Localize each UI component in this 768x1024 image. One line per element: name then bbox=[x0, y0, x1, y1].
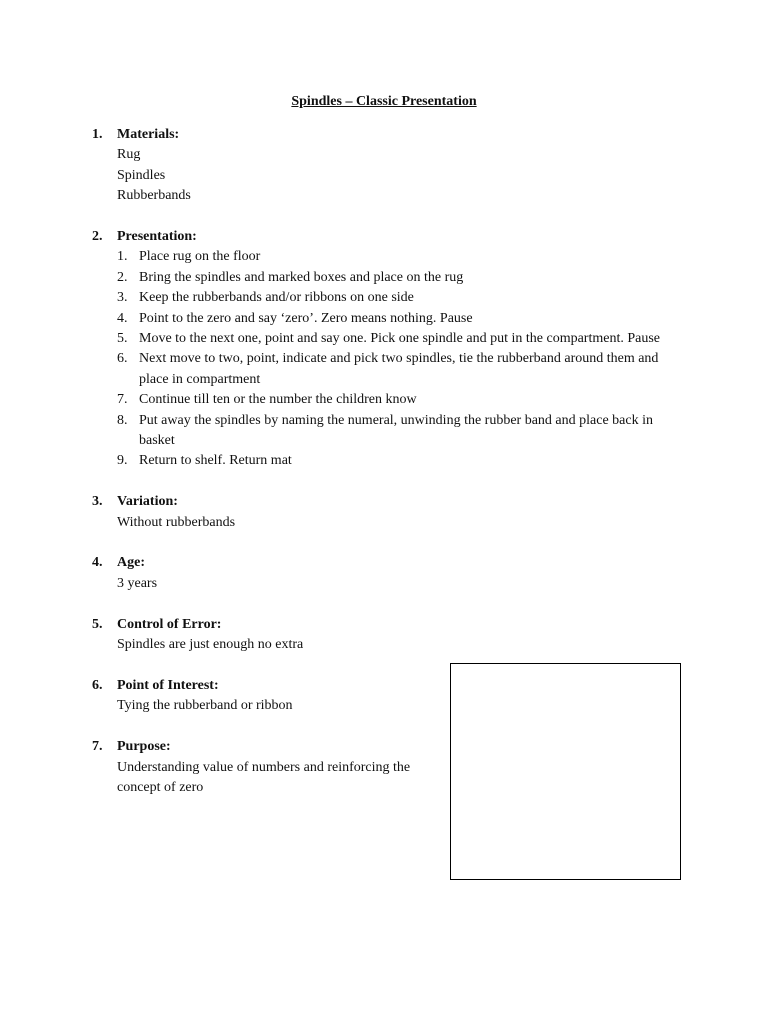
step-item bbox=[117, 411, 682, 452]
section-control-of-error bbox=[92, 615, 682, 656]
material-item: Spindles bbox=[117, 167, 166, 183]
step-item bbox=[117, 288, 682, 308]
section-number: 4. bbox=[92, 555, 103, 571]
step-item bbox=[117, 349, 682, 390]
section-variation bbox=[92, 492, 682, 533]
section-number: 1. bbox=[92, 127, 103, 142]
section-presentation bbox=[92, 227, 682, 472]
section-materials bbox=[92, 125, 682, 207]
page-title: Spindles – Classic Presentation bbox=[291, 94, 477, 109]
section-number: 7. bbox=[92, 739, 103, 755]
section-heading: Point of Interest: bbox=[117, 677, 219, 693]
presentation-steps bbox=[117, 247, 682, 471]
step-number: 4. bbox=[117, 310, 128, 326]
step-number: 1. bbox=[117, 249, 128, 265]
section-number: 2. bbox=[92, 229, 103, 245]
step-text: Point to the zero and say ‘zero’. Zero means nothing. Pause bbox=[139, 310, 473, 326]
step-number: 7. bbox=[117, 392, 128, 408]
step-item bbox=[117, 268, 682, 288]
step-number: 5. bbox=[117, 331, 128, 347]
step-text: Move to the next one, point and say one. Pick one spindle and put in the compartment. Pause bbox=[139, 331, 661, 347]
section-number: 5. bbox=[92, 616, 103, 632]
step-item bbox=[117, 247, 682, 267]
section-number: 3. bbox=[92, 494, 103, 510]
material-item: Rubberbands bbox=[117, 188, 191, 204]
section-text: Without rubberbands bbox=[117, 514, 236, 530]
section-text: Spindles are just enough no extra bbox=[117, 637, 304, 653]
step-text: Bring the spindles and marked boxes and place on the rug bbox=[139, 269, 464, 285]
step-number: 3. bbox=[117, 290, 128, 306]
step-number: 9. bbox=[117, 453, 128, 469]
section-heading: Materials: bbox=[117, 127, 180, 142]
step-item bbox=[117, 329, 682, 349]
step-item bbox=[117, 451, 682, 471]
step-text: Return to shelf. Return mat bbox=[139, 453, 292, 469]
section-text: Tying the rubberband or ribbon bbox=[117, 698, 293, 714]
step-item bbox=[117, 309, 682, 329]
step-item bbox=[117, 390, 682, 410]
step-number: 6. bbox=[117, 351, 128, 367]
step-number: 2. bbox=[117, 269, 128, 285]
section-age bbox=[92, 553, 682, 594]
section-heading: Presentation: bbox=[117, 229, 197, 245]
step-text: Place rug on the floor bbox=[139, 249, 261, 265]
step-text: Next move to two, point, indicate and pick two spindles, tie the rubberband around them and place in compartment bbox=[139, 351, 659, 387]
section-number: 6. bbox=[92, 677, 103, 693]
section-text: Understanding value of numbers and reinforcing the concept of zero bbox=[117, 759, 411, 795]
section-text: 3 years bbox=[117, 575, 158, 591]
material-item: Rug bbox=[117, 147, 141, 163]
step-text: Put away the spindles by naming the numeral, unwinding the rubber band and place back in basket bbox=[139, 412, 653, 449]
step-number: 8. bbox=[117, 412, 128, 428]
section-heading: Control of Error: bbox=[117, 616, 222, 632]
section-heading: Variation: bbox=[117, 494, 178, 510]
section-heading: Purpose: bbox=[117, 739, 171, 755]
image-placeholder-box bbox=[450, 663, 681, 880]
section-heading: Age: bbox=[117, 555, 145, 571]
step-text: Keep the rubberbands and/or ribbons on one side bbox=[139, 290, 414, 306]
step-text: Continue till ten or the number the children know bbox=[139, 392, 417, 408]
